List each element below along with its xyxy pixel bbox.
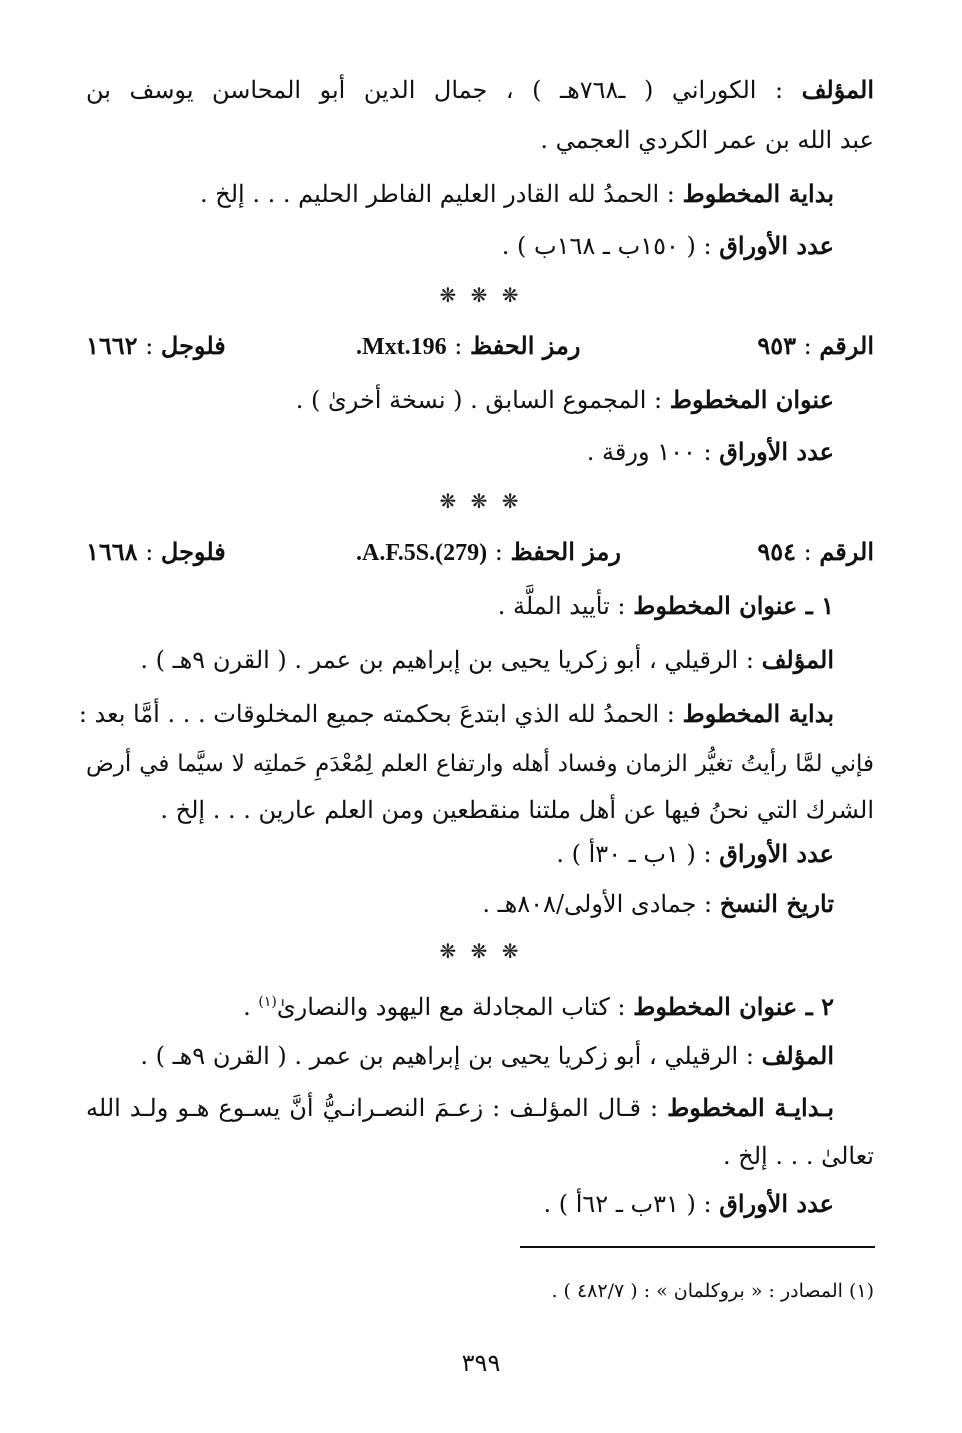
folios-label: عدد الأوراق	[719, 437, 834, 466]
start-text-cont: فإني لمَّا رأيتُ تغيُّر الزمان وفساد أهله وارتفاع العلم لِمُعْدَمِ حَملتِه لا سيَّما في أرض	[86, 751, 874, 777]
item1-author-line: المؤلف : الرقيلي ، أبو زكريا يحيى بن إبراهيم بن عمر . ( القرن ٩هـ ) .	[140, 645, 834, 674]
folios-label: عدد الأوراق	[719, 231, 834, 260]
start-label: بـدايـة المخطوط	[667, 1093, 835, 1122]
title-label: عنوان المخطوط	[669, 385, 834, 414]
date-text: جمادى الأولى/٨٠٨هـ .	[482, 890, 697, 918]
item1-folios-line: عدد الأوراق : ( ١ب ـ ٣٠أ ) .	[556, 839, 834, 868]
footnote-mark[interactable]: (١)	[258, 994, 277, 1010]
flugel-number: فلوجل : ١٦٦٨	[86, 537, 226, 566]
section-separator: ❋ ❋ ❋	[439, 489, 523, 513]
entry-number: الرقم : ٩٥٤	[757, 537, 874, 566]
title-line: عنوان المخطوط : المجموع السابق . ( نسخة أخرىٰ ) .	[295, 385, 834, 414]
author-label: المؤلف	[801, 75, 874, 104]
folios-text: ١٠٠ ورقة .	[586, 438, 696, 466]
section-separator: ❋ ❋ ❋	[439, 939, 523, 963]
start-text-cont: تعالىٰ . . . إلخ .	[722, 1142, 874, 1170]
start-text: قـال المؤلـف : زعـمَ النصـرانـيُّ أنَّ يسـوع هـو ولـد الله	[86, 1094, 641, 1122]
item1-date-line: تاريخ النسخ : جمادى الأولى/٨٠٨هـ .	[482, 889, 834, 918]
folios-line: عدد الأوراق : ١٠٠ ورقة .	[586, 437, 834, 466]
start-text-cont: الشرك التي نحنُ فيها عن أهل ملتنا منقطعين ومن العلم عارين . . . إلخ .	[160, 796, 874, 824]
folios-text: ( ٣١ب ـ ٦٢أ ) .	[543, 1190, 696, 1218]
footnote-rule	[520, 1246, 875, 1248]
item1-start-line2	[86, 744, 874, 784]
start-label: بداية المخطوط	[682, 699, 834, 728]
author-text: الكوراني ( ـ٧٦٨هـ ) ، جمال الدين أبو المحاسن يوسف بن	[86, 76, 757, 104]
item2-start-line: بـدايـة المخطوط : قـال المؤلـف : زعـمَ النصـرانـيُّ أنَّ يسـوع هـو ولـد الله	[86, 1093, 835, 1122]
title-text: كتاب المجادلة مع اليهود والنصارىٰ	[276, 993, 610, 1021]
flugel-number: فلوجل : ١٦٦٢	[86, 331, 226, 360]
footnote: (١) المصادر : « بروكلمان » : ( ٤٨٢/٧ ) .	[551, 1280, 874, 1302]
entry-header-954	[86, 532, 874, 572]
item2-author-line: المؤلف : الرقيلي ، أبو زكريا يحيى بن إبراهيم بن عمر . ( القرن ٩هـ ) .	[140, 1041, 834, 1070]
folios-text: ( ١ب ـ ٣٠أ ) .	[556, 840, 696, 868]
item2-start-line2	[86, 1136, 874, 1176]
author-line-cont	[86, 120, 874, 160]
start-text: الحمدُ لله الذي ابتدعَ بحكمته جميع المخلوقات . . . أمَّا بعد :	[78, 700, 660, 728]
start-label: بداية المخطوط	[682, 179, 834, 208]
author-text: الرقيلي ، أبو زكريا يحيى بن إبراهيم بن عمر . ( القرن ٩هـ ) .	[140, 646, 739, 674]
shelf-mark: رمز الحفظ : A.F.5S.(279).	[356, 537, 621, 566]
start-text: الحمدُ لله القادر العليم الفاطر الحليم . . . إلخ .	[199, 180, 660, 208]
author-text: الرقيلي ، أبو زكريا يحيى بن إبراهيم بن عمر . ( القرن ٩هـ ) .	[140, 1042, 739, 1070]
title-text: المجموع السابق . ( نسخة أخرىٰ ) .	[295, 386, 647, 414]
title-text: تأييد الملَّة .	[497, 592, 610, 620]
item2-folios-line: عدد الأوراق : ( ٣١ب ـ ٦٢أ ) .	[543, 1189, 834, 1218]
shelf-mark: رمز الحفظ : Mxt.196.	[356, 331, 581, 360]
folios-label: عدد الأوراق	[719, 1189, 834, 1218]
entry-header-953	[86, 326, 874, 366]
title-label: ٢ ـ عنوان المخطوط	[633, 992, 834, 1021]
item1-title-line: ١ ـ عنوان المخطوط : تأييد الملَّة .	[497, 591, 834, 620]
section-separator: ❋ ❋ ❋	[439, 283, 523, 307]
item1-start-line: بداية المخطوط : الحمدُ لله الذي ابتدعَ بحكمته جميع المخلوقات . . . أمَّا بعد :	[78, 699, 834, 728]
title-label: ١ ـ عنوان المخطوط	[633, 591, 834, 620]
author-label: المؤلف	[761, 1041, 834, 1070]
item1-start-line3	[86, 790, 874, 830]
page-number: ٣٩٩	[461, 1349, 501, 1377]
folios-line: عدد الأوراق : ( ١٥٠ب ـ ١٦٨ب ) .	[501, 231, 834, 260]
author-line: المؤلف : الكوراني ( ـ٧٦٨هـ ) ، جمال الدين أبو المحاسن يوسف بن	[86, 75, 874, 104]
author-text-cont: عبد الله بن عمر الكردي العجمي .	[540, 126, 874, 154]
folios-label: عدد الأوراق	[719, 839, 834, 868]
folios-text: ( ١٥٠ب ـ ١٦٨ب ) .	[501, 232, 696, 260]
item2-title-line: ٢ ـ عنوان المخطوط : كتاب المجادلة مع اليهود والنصارىٰ$^{(١)}$ .	[243, 992, 834, 1021]
author-label: المؤلف	[761, 645, 834, 674]
entry-number: الرقم : ٩٥٣	[757, 331, 874, 360]
date-label: تاريخ النسخ	[719, 889, 834, 918]
start-line: بداية المخطوط : الحمدُ لله القادر العليم الفاطر الحليم . . . إلخ .	[199, 179, 834, 208]
